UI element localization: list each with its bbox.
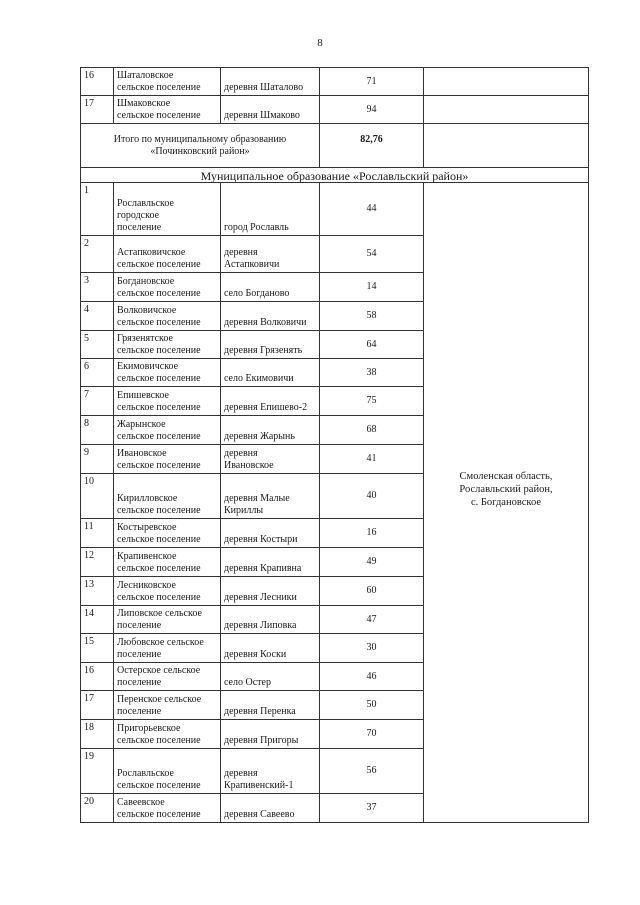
settlement-name: Шмаковское сельское поселение	[114, 96, 221, 124]
row-number: 8	[81, 416, 114, 445]
section-title: Муниципальное образование «Рославльский район»	[81, 168, 589, 183]
row-number: 15	[81, 634, 114, 663]
table-row	[81, 68, 589, 96]
settlement-name: Екимовичское сельское поселение	[114, 359, 221, 387]
indicator-value: 40	[320, 474, 424, 519]
indicator-value: 60	[320, 577, 424, 606]
admin-center: город Рославль	[221, 183, 320, 236]
settlements-table	[80, 67, 589, 823]
admin-center: деревня Крапивенский-1	[221, 749, 320, 794]
row-number: 19	[81, 749, 114, 794]
settlement-name: Богдановское сельское поселение	[114, 273, 221, 302]
indicator-value: 37	[320, 794, 424, 823]
row-number: 18	[81, 720, 114, 749]
admin-center: деревня Костыри	[221, 519, 320, 548]
row-number: 12	[81, 548, 114, 577]
indicator-value: 47	[320, 606, 424, 634]
total-row	[81, 124, 589, 168]
indicator-value: 56	[320, 749, 424, 794]
settlement-name: Липовское сельское поселение	[114, 606, 221, 634]
row-number: 3	[81, 273, 114, 302]
admin-center: деревня Перенка	[221, 691, 320, 720]
page-number: 8	[317, 37, 323, 49]
admin-center: деревня Грязенять	[221, 331, 320, 359]
table-row	[81, 96, 589, 124]
indicator-value: 14	[320, 273, 424, 302]
settlement-name: Епишевское сельское поселение	[114, 387, 221, 416]
row-number: 14	[81, 606, 114, 634]
admin-center: деревня Савеево	[221, 794, 320, 823]
admin-center: деревня Астапковичи	[221, 236, 320, 273]
settlement-name: Шаталовское сельское поселение	[114, 68, 221, 96]
admin-center: село Богданово	[221, 273, 320, 302]
empty-cell	[424, 96, 589, 124]
settlement-name: Крапивенское сельское поселение	[114, 548, 221, 577]
indicator-value: 49	[320, 548, 424, 577]
settlement-name: Остерское сельское поселение	[114, 663, 221, 691]
admin-center: деревня Лесники	[221, 577, 320, 606]
row-number: 17	[81, 96, 114, 124]
row-number: 4	[81, 302, 114, 331]
indicator-value: 50	[320, 691, 424, 720]
settlement-name: Астапковичское сельское поселение	[114, 236, 221, 273]
admin-center: деревня Малые Кириллы	[221, 474, 320, 519]
settlement-name: Лесниковское сельское поселение	[114, 577, 221, 606]
empty-cell	[424, 124, 589, 168]
settlement-name: Костыревское сельское поселение	[114, 519, 221, 548]
indicator-value: 68	[320, 416, 424, 445]
settlement-name: Ивановское сельское поселение	[114, 445, 221, 474]
settlement-name: Жарынское сельское поселение	[114, 416, 221, 445]
row-number: 9	[81, 445, 114, 474]
row-number: 13	[81, 577, 114, 606]
settlement-name: Перенское сельское поселение	[114, 691, 221, 720]
indicator-value: 70	[320, 720, 424, 749]
settlement-name: Пригорьевское сельское поселение	[114, 720, 221, 749]
indicator-value: 38	[320, 359, 424, 387]
admin-center: деревня Крапивна	[221, 548, 320, 577]
row-number: 17	[81, 691, 114, 720]
settlement-name: Савеевское сельское поселение	[114, 794, 221, 823]
indicator-value: 64	[320, 331, 424, 359]
row-number: 16	[81, 663, 114, 691]
indicator-value: 16	[320, 519, 424, 548]
total-value: 82,76	[320, 124, 424, 168]
row-number: 5	[81, 331, 114, 359]
seat-location: Смоленская область, Рославльский район, с. Богдановское	[424, 183, 589, 823]
indicator-value: 71	[320, 68, 424, 96]
admin-center: деревня Волковичи	[221, 302, 320, 331]
row-number: 1	[81, 183, 114, 236]
admin-center: деревня Коски	[221, 634, 320, 663]
empty-cell	[424, 68, 589, 96]
admin-center: деревня Жарынь	[221, 416, 320, 445]
admin-center: село Остер	[221, 663, 320, 691]
admin-center: деревня Шаталово	[221, 68, 320, 96]
section-row	[81, 168, 589, 183]
row-number: 7	[81, 387, 114, 416]
settlement-name: Волковичское сельское поселение	[114, 302, 221, 331]
indicator-value: 41	[320, 445, 424, 474]
settlement-name: Рославльское городское поселение	[114, 183, 221, 236]
row-number: 16	[81, 68, 114, 96]
row-number: 10	[81, 474, 114, 519]
settlement-name: Грязенятское сельское поселение	[114, 331, 221, 359]
admin-center: деревня Ивановское	[221, 445, 320, 474]
row-number: 20	[81, 794, 114, 823]
admin-center: село Екимовичи	[221, 359, 320, 387]
row-number: 11	[81, 519, 114, 548]
settlement-name: Рославльское сельское поселение	[114, 749, 221, 794]
table-row	[81, 183, 589, 236]
settlement-name: Любовское сельское поселение	[114, 634, 221, 663]
settlement-name: Кирилловское сельское поселение	[114, 474, 221, 519]
admin-center: деревня Шмаково	[221, 96, 320, 124]
admin-center: деревня Епишево-2	[221, 387, 320, 416]
indicator-value: 75	[320, 387, 424, 416]
indicator-value: 46	[320, 663, 424, 691]
admin-center: деревня Липовка	[221, 606, 320, 634]
indicator-value: 94	[320, 96, 424, 124]
indicator-value: 58	[320, 302, 424, 331]
row-number: 2	[81, 236, 114, 273]
row-number: 6	[81, 359, 114, 387]
total-label: Итого по муниципальному образованию «Починковский район»	[81, 124, 320, 168]
indicator-value: 44	[320, 183, 424, 236]
admin-center: деревня Пригоры	[221, 720, 320, 749]
indicator-value: 54	[320, 236, 424, 273]
indicator-value: 30	[320, 634, 424, 663]
